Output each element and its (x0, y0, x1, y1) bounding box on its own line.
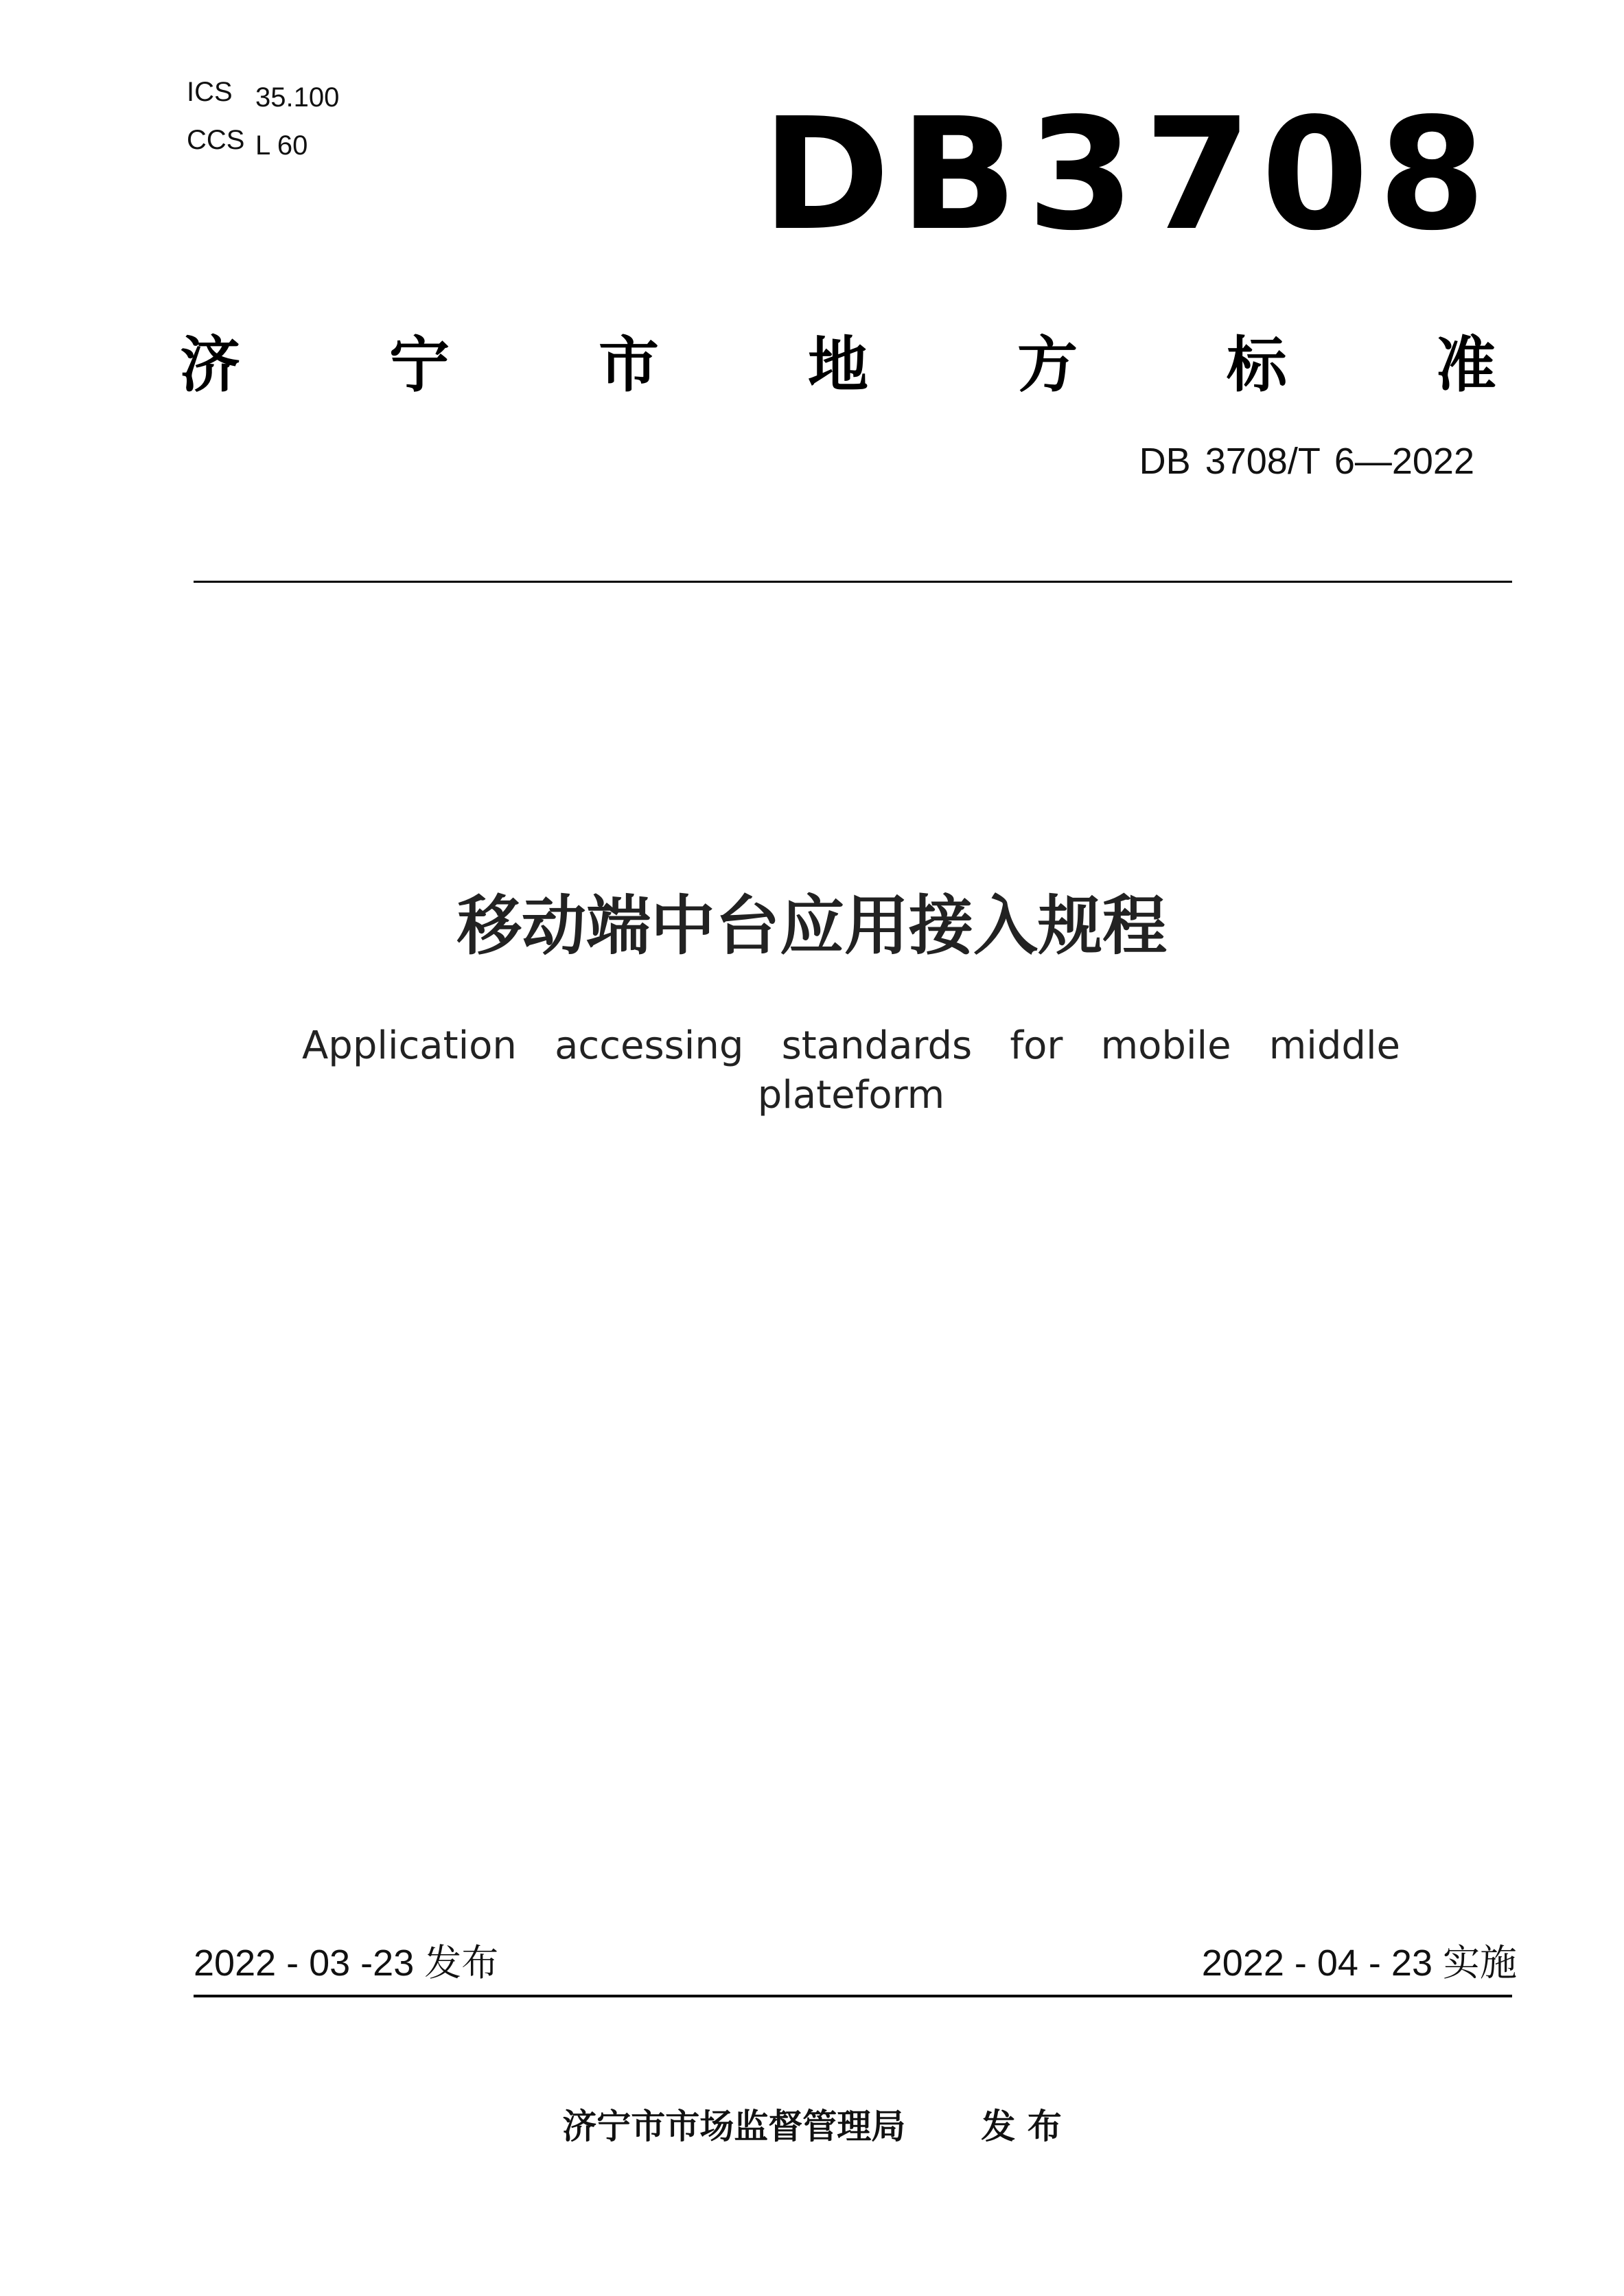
publisher-name: 济宁市市场监督管理局 (562, 2107, 906, 2146)
title-english-word: for (1010, 1023, 1063, 1068)
title-english-word: accessing (555, 1023, 744, 1068)
standard-type-char: 方 (1017, 329, 1078, 400)
standard-type-char: 宁 (388, 329, 450, 400)
standard-number: DB 3708/T 6—2022 (1139, 441, 1474, 482)
title-english-line2: plateform (757, 1073, 945, 1117)
standard-type-char: 地 (807, 329, 868, 400)
title-english-word: standards (781, 1023, 973, 1068)
ccs-label: CCS (187, 125, 245, 155)
standard-type-char: 市 (598, 329, 659, 400)
title-english-word: Application (302, 1023, 517, 1068)
title-chinese: 移动端中台应用接入规程 (456, 889, 1167, 964)
header-divider (194, 581, 1512, 583)
issue-date: 2022 - 03 -23 发布 (194, 1943, 499, 1984)
ics-value: 35.100 (255, 82, 340, 113)
publisher-action: 发 布 (981, 2107, 1062, 2146)
standard-type-char: 准 (1435, 329, 1496, 400)
ics-label: ICS (187, 77, 233, 107)
publisher (0, 2104, 1624, 2148)
standard-type-char: 标 (1226, 329, 1287, 400)
standard-code: DB3708 (762, 85, 1496, 265)
standard-type-char: 济 (180, 329, 241, 400)
ccs-value: L 60 (255, 130, 308, 161)
title-english-word: mobile (1100, 1023, 1231, 1068)
title-english-word: middle (1268, 1023, 1400, 1068)
title-english-line1 (302, 1021, 1400, 1071)
footer-divider (194, 1995, 1512, 1997)
implementation-date: 2022 - 04 - 23 实施 (1201, 1943, 1517, 1984)
standard-type (180, 319, 1496, 402)
title-english (302, 1021, 1400, 1120)
